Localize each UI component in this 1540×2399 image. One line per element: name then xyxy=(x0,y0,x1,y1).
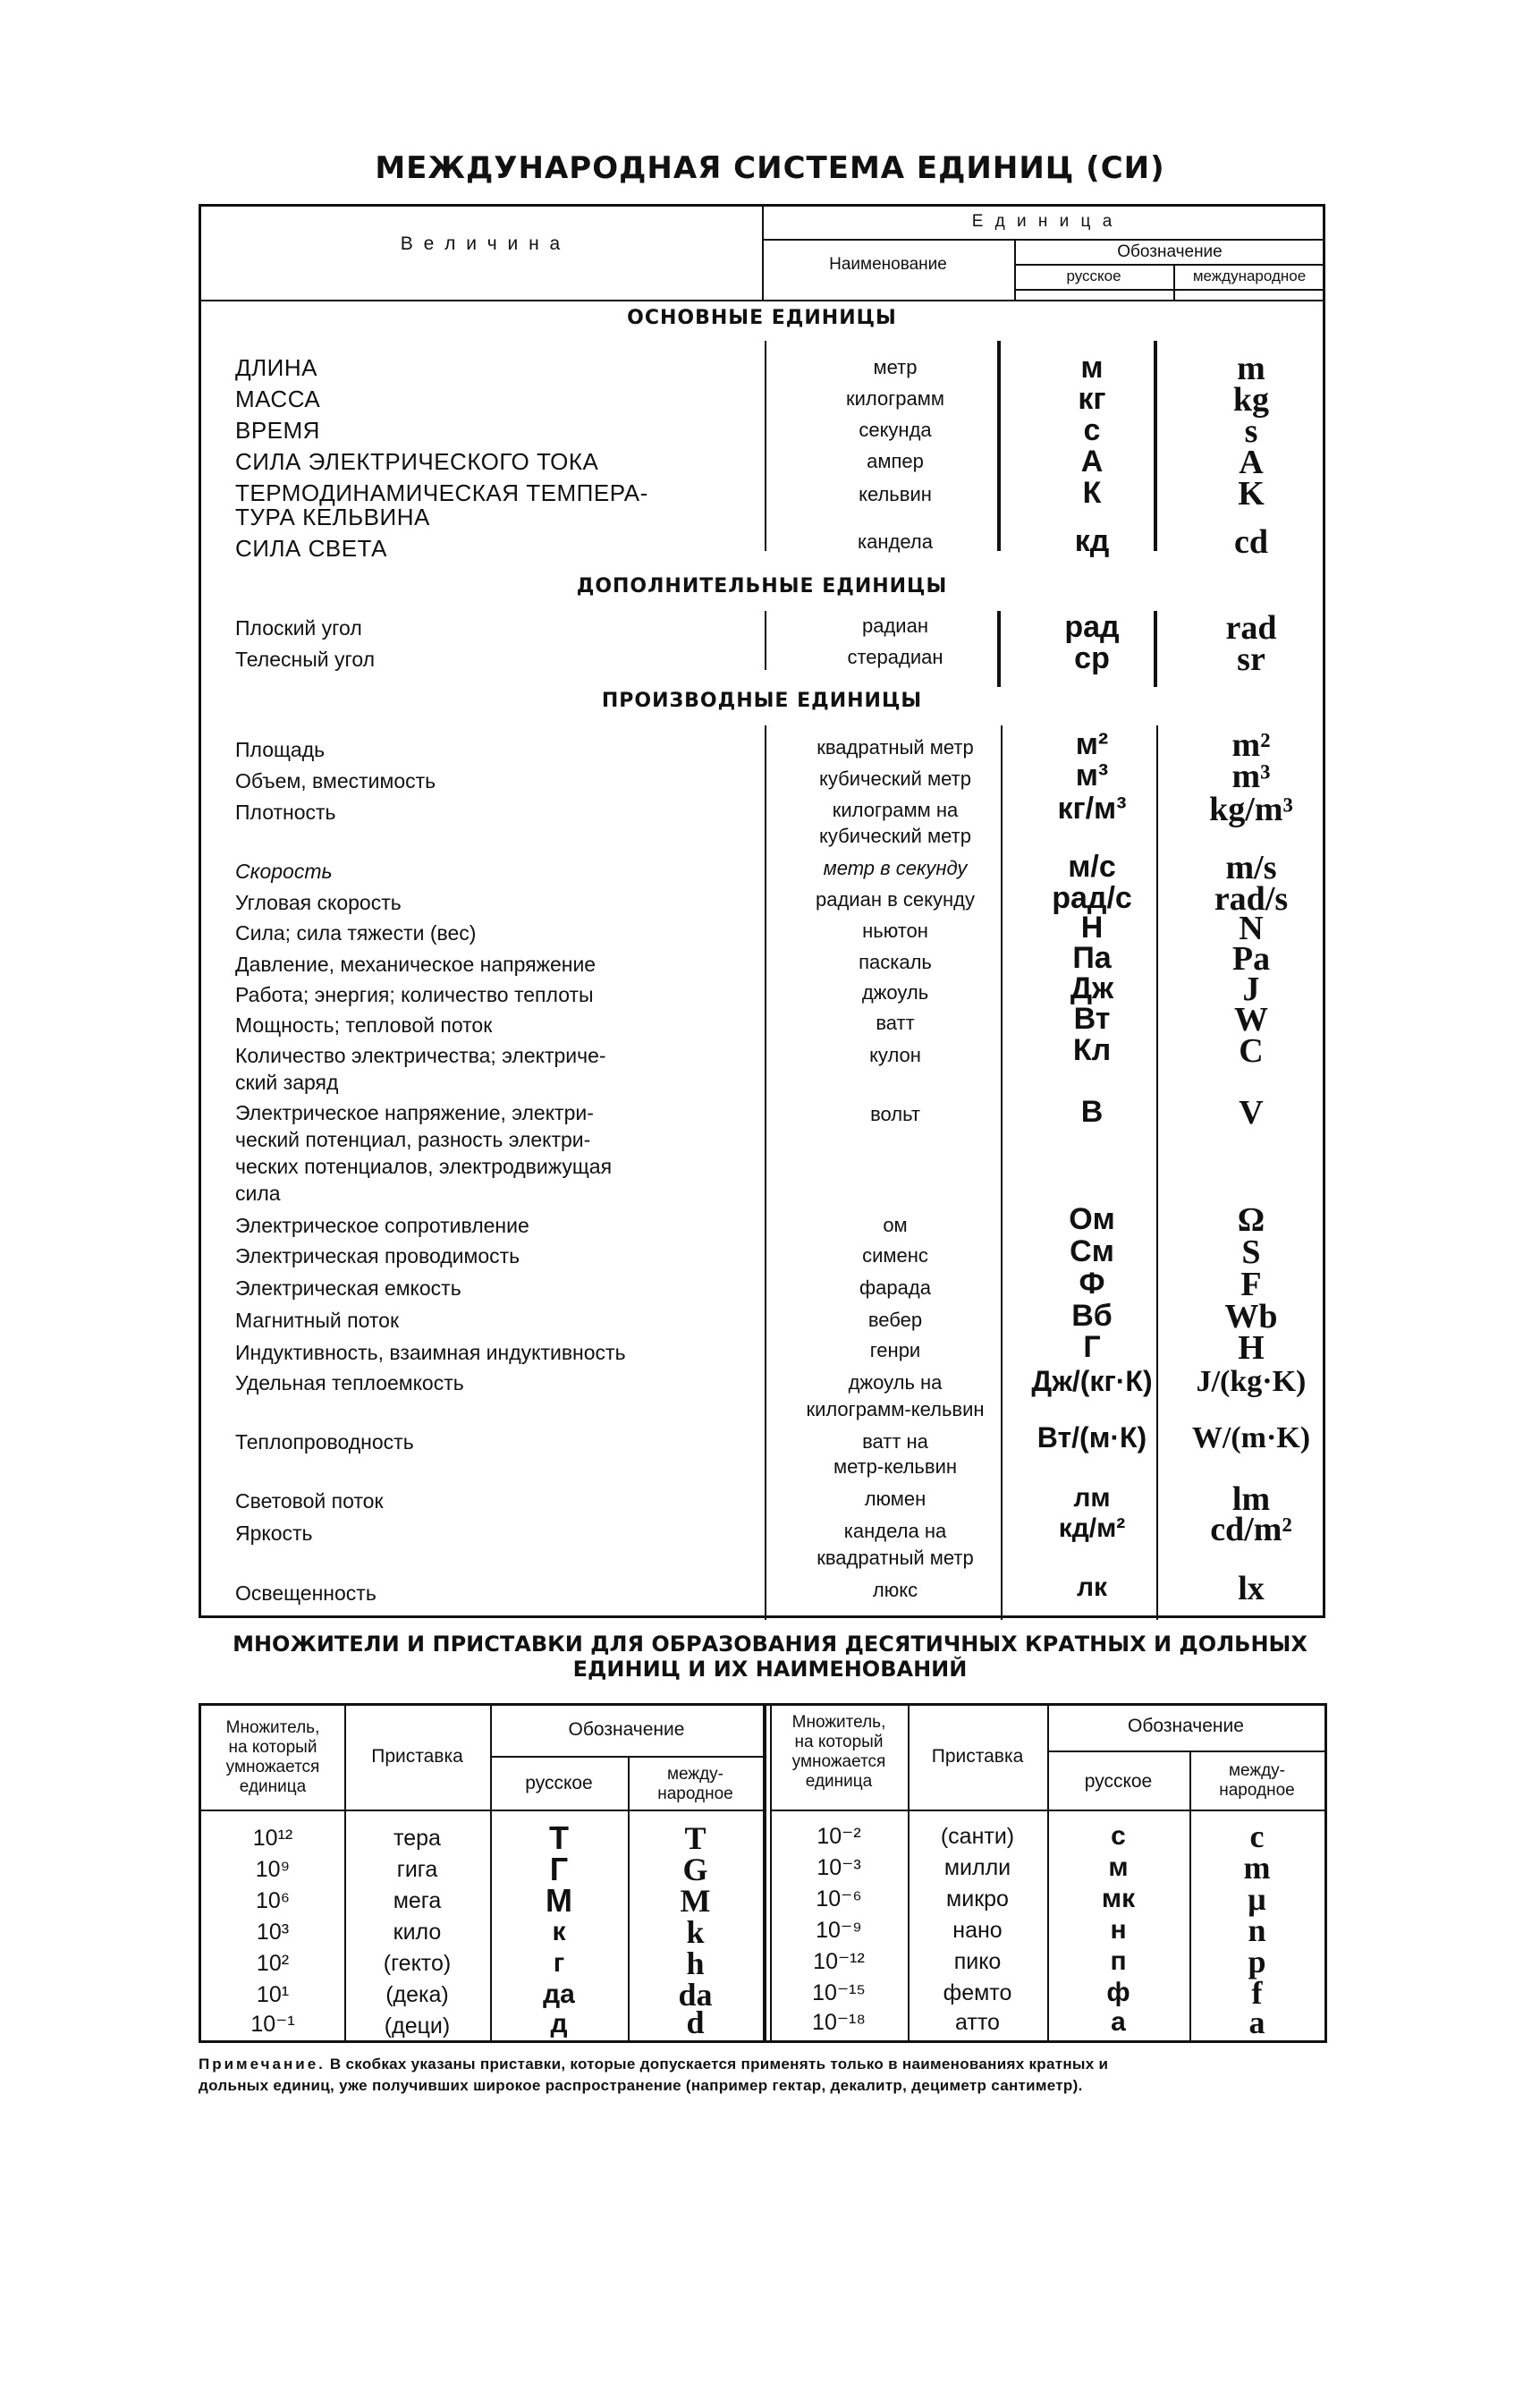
unit-name: кельвин xyxy=(859,483,932,505)
quantity-name: Плоский угол xyxy=(235,616,362,640)
quantity-name: ТЕРМОДИНАМИЧЕСКАЯ ТЕМПЕРА- xyxy=(235,479,648,506)
unit-name: ом xyxy=(883,1214,908,1236)
russian-symbol: м² xyxy=(1075,727,1109,761)
right-header-intl xyxy=(1189,1761,1324,1801)
russian-symbol: м³ xyxy=(1075,759,1109,793)
prefix: нано xyxy=(952,1918,1003,1943)
multiplier: 10² xyxy=(256,1951,290,1976)
intl-symbol: F xyxy=(1240,1266,1262,1303)
quantity-name: МАССА xyxy=(235,386,321,412)
prefixes-table xyxy=(199,1703,1327,2043)
multiplier: 10⁶ xyxy=(255,1888,291,1913)
quantity-name: Индуктивность, взаимная индуктивность xyxy=(235,1341,626,1364)
russian-symbol: г xyxy=(553,1948,565,1978)
left-header-russian: русское xyxy=(525,1773,593,1793)
quantity-name: Электрическая проводимость xyxy=(235,1244,520,1267)
right-header-russian: русское xyxy=(1084,1771,1153,1792)
unit-name: кандела xyxy=(858,530,933,553)
intl-symbol: rad xyxy=(1225,609,1277,647)
quantity-name: Электрическое сопротивление xyxy=(235,1214,529,1237)
unit-name: ватт xyxy=(876,1012,915,1034)
header-line: единица xyxy=(239,1777,307,1796)
quantity-name: Удельная теплоемкость xyxy=(235,1371,464,1394)
prefix: кило xyxy=(393,1920,442,1945)
header-line: умножается xyxy=(225,1758,320,1776)
russian-symbol: А xyxy=(1080,445,1104,479)
header-bottom-left xyxy=(201,300,1014,301)
russian-symbol: кг/м³ xyxy=(1057,792,1127,826)
quantity-name-cont: сила xyxy=(235,1182,281,1205)
russian-symbol: Вт/(м·К) xyxy=(1037,1421,1147,1454)
intl-symbol: d xyxy=(686,2005,705,2040)
intl-symbol: W xyxy=(1234,1001,1268,1038)
intl-symbol: A xyxy=(1239,444,1264,481)
unit-name: паскаль xyxy=(859,951,932,973)
quantity-name: СИЛА СВЕТА xyxy=(235,535,387,562)
right-header-prefix: Приставка xyxy=(931,1746,1024,1767)
intl-symbol: W/(m·K) xyxy=(1191,1421,1311,1454)
intl-symbol: μ xyxy=(1248,1881,1266,1917)
unit-name: вольт xyxy=(870,1103,920,1125)
quantity-name-cont: ческий потенциал, разность электри- xyxy=(235,1128,591,1151)
left-header-bottom xyxy=(201,1810,763,1811)
intl-symbol: Wb xyxy=(1224,1298,1278,1335)
unit-name: радиан xyxy=(862,615,928,637)
russian-symbol: М xyxy=(546,1882,572,1919)
intl-symbol: C xyxy=(1239,1032,1264,1070)
intl-symbol: m xyxy=(1237,350,1265,387)
header-line: народное xyxy=(1219,1781,1295,1800)
unit-name: фарада xyxy=(859,1276,931,1299)
intl-symbol: da xyxy=(678,1977,713,2013)
prefix: (деци) xyxy=(384,2013,451,2039)
russian-symbol: Дж/(кг·К) xyxy=(1031,1365,1153,1397)
intl-symbol: cd/m² xyxy=(1210,1511,1292,1548)
unit-name: радиан в секунду xyxy=(816,888,975,911)
quantity-name: Электрическая емкость xyxy=(235,1276,461,1300)
section-derived: ПРОИЗВОДНЫЕ ЕДИНИЦЫ xyxy=(601,690,923,712)
russian-symbol: д xyxy=(550,2009,568,2039)
russian-symbol: Вт xyxy=(1073,1002,1111,1036)
russian-symbol: м/с xyxy=(1068,850,1116,884)
quantity-name: Давление, механическое напряжение xyxy=(235,953,597,976)
footnote-text-1: В скобках указаны приставки, которые допускается применять только в наименованиях кратных и xyxy=(325,2056,1109,2073)
intl-symbol: M xyxy=(680,1883,711,1919)
quantity-name-cont: ский заряд xyxy=(235,1071,339,1094)
quantity-name: Сила; сила тяжести (вес) xyxy=(235,921,477,945)
prefix: пико xyxy=(953,1949,1002,1974)
center-divider xyxy=(763,1706,766,2040)
unit-name: вебер xyxy=(867,1309,923,1331)
header-name: Наименование xyxy=(829,255,947,274)
left-header-prefix: Приставка xyxy=(371,1746,463,1767)
russian-symbol: а xyxy=(1111,2007,1126,2037)
quantity-name: Телесный угол xyxy=(235,648,376,671)
quantity-name: Скорость xyxy=(235,860,333,883)
intl-symbol: G xyxy=(682,1852,708,1887)
russian-symbol: Т xyxy=(549,1819,569,1856)
unit-name: килограмм на xyxy=(832,799,959,821)
russian-symbol: кд/м² xyxy=(1058,1513,1126,1543)
intl-symbol: cd xyxy=(1234,523,1268,561)
section-base: ОСНОВНЫЕ ЕДИНИЦЫ xyxy=(627,307,897,329)
left-header-designation: Обозначение xyxy=(568,1719,685,1740)
intl-symbol: V xyxy=(1239,1094,1264,1132)
russian-symbol: Кл xyxy=(1072,1033,1112,1067)
intl-symbol: S xyxy=(1241,1233,1261,1271)
quantity-name: Площадь xyxy=(235,738,326,761)
multiplier: 10⁻² xyxy=(817,1824,861,1849)
russian-symbol: В xyxy=(1080,1095,1104,1129)
quantity-name: Теплопроводность xyxy=(235,1430,414,1454)
prefix: милли xyxy=(943,1855,1011,1880)
russian-symbol: с xyxy=(1083,413,1101,447)
header-designation: Обозначение xyxy=(1117,242,1223,261)
unit-name: ньютон xyxy=(862,920,928,942)
multiplier: 10⁻¹⁵ xyxy=(812,1980,866,2005)
quantity-name-cont: ческих потенциалов, электродвижущая xyxy=(235,1155,613,1178)
header-line: между- xyxy=(666,1765,724,1784)
russian-symbol: с xyxy=(1111,1821,1126,1851)
header-line: на который xyxy=(794,1733,884,1751)
unit-name-cont: квадратный метр xyxy=(817,1547,974,1569)
unit-name: ампер xyxy=(867,450,924,472)
unit-name: кулон xyxy=(869,1044,921,1066)
header-russian: русское xyxy=(1066,267,1121,284)
page-title: МЕЖДУНАРОДНАЯ СИСТЕМА ЕДИНИЦ (СИ) xyxy=(375,150,1165,186)
multiplier: 10⁹ xyxy=(255,1857,291,1882)
quantity-name: Угловая скорость xyxy=(235,891,402,914)
russian-symbol: См xyxy=(1070,1234,1114,1268)
intl-symbol: Ω xyxy=(1237,1201,1265,1239)
unit-name: сименс xyxy=(862,1244,928,1267)
footnote-line-1 xyxy=(199,2054,1334,2075)
prefix: фемто xyxy=(943,1980,1012,2005)
quantity-name: Объем, вместимость xyxy=(235,769,436,793)
header-bottom-right xyxy=(1014,300,1325,301)
header-line: народное xyxy=(657,1784,733,1803)
intl-symbol: m xyxy=(1243,1850,1271,1886)
russian-symbol: м xyxy=(1108,1852,1129,1882)
russian-symbol: лм xyxy=(1073,1483,1111,1513)
unit-name: секунда xyxy=(859,419,932,441)
header-divider-designation xyxy=(1014,264,1325,266)
unit-name: генри xyxy=(869,1339,921,1361)
prefix: гига xyxy=(396,1857,438,1882)
russian-symbol: Дж xyxy=(1070,971,1114,1005)
unit-name-cont: метр-кельвин xyxy=(833,1455,958,1478)
quantity-name-cont: ТУРА КЕЛЬВИНА xyxy=(235,504,430,530)
base-vline-1 xyxy=(765,341,766,551)
russian-symbol: п xyxy=(1110,1946,1127,1976)
quantity-name: СИЛА ЭЛЕКТРИЧЕСКОГО ТОКА xyxy=(235,448,599,475)
footnote-label: Примечание. xyxy=(199,2056,326,2073)
intl-symbol: p xyxy=(1248,1944,1266,1979)
intl-symbol: m² xyxy=(1231,726,1271,764)
intl-symbol: Pa xyxy=(1231,940,1271,978)
supp-vline-1 xyxy=(765,611,766,670)
multiplier: 10³ xyxy=(256,1920,290,1945)
multiplier: 10⁻⁶ xyxy=(816,1886,862,1912)
russian-symbol: рад/с xyxy=(1052,881,1132,915)
intl-symbol: h xyxy=(686,1945,705,1981)
russian-symbol: рад xyxy=(1064,610,1120,644)
intl-symbol: m/s xyxy=(1225,849,1277,886)
quantity-name: Плотность xyxy=(235,801,336,824)
russian-symbol: лк xyxy=(1076,1572,1108,1602)
intl-symbol: a xyxy=(1248,2005,1265,2040)
intl-symbol: rad/s xyxy=(1214,880,1289,918)
russian-symbol: да xyxy=(543,1979,575,2009)
multiplier: 10¹² xyxy=(252,1826,293,1851)
multipliers-title-line2: ЕДИНИЦ И ИХ НАИМЕНОВАНИЙ xyxy=(572,1657,968,1682)
intl-symbol: m³ xyxy=(1231,758,1271,795)
russian-symbol: Ф xyxy=(1079,1267,1105,1301)
prefix: тера xyxy=(393,1826,441,1851)
intl-symbol: n xyxy=(1248,1912,1266,1948)
prefix: микро xyxy=(946,1886,1009,1912)
header-line: Множитель, xyxy=(791,1713,886,1732)
russian-symbol: м xyxy=(1080,351,1104,385)
unit-name: квадратный метр xyxy=(817,736,974,759)
unit-name-cont: кубический метр xyxy=(819,825,971,847)
header-international: международное xyxy=(1192,267,1307,284)
intl-symbol: K xyxy=(1238,475,1265,513)
intl-symbol: N xyxy=(1239,910,1264,947)
russian-symbol: Н xyxy=(1080,911,1104,945)
unit-name-cont: килограмм-кельвин xyxy=(806,1398,985,1420)
derived-vline-1 xyxy=(765,725,766,1620)
intl-symbol: J/(kg·K) xyxy=(1196,1365,1307,1398)
quantity-name: Магнитный поток xyxy=(235,1309,400,1332)
left-header-multiplier xyxy=(201,1718,344,1797)
quantity-name: Мощность; тепловой поток xyxy=(235,1013,493,1037)
section-supplementary: ДОПОЛНИТЕЛЬНЫЕ ЕДИНИЦЫ xyxy=(576,575,948,598)
intl-symbol: J xyxy=(1242,971,1260,1008)
multiplier: 10⁻¹ xyxy=(250,2012,295,2037)
intl-symbol: k xyxy=(686,1914,705,1950)
header-quantity: В е л и ч и н а xyxy=(400,233,563,254)
prefix: атто xyxy=(955,2010,1000,2035)
russian-symbol: к xyxy=(552,1917,566,1946)
right-header-multiplier xyxy=(770,1713,908,1792)
unit-name: стерадиан xyxy=(847,646,943,668)
footnote-text-2: дольных единиц, уже получивших широкое распространение (например гектар, декалитр, дециметр сантиметр). xyxy=(199,2077,1083,2094)
unit-name: метр xyxy=(873,356,918,378)
unit-name: метр в секунду xyxy=(823,857,968,879)
quantity-name: ДЛИНА xyxy=(235,354,317,381)
russian-symbol: ср xyxy=(1074,641,1110,675)
unit-name: люмен xyxy=(864,1488,927,1510)
quantity-name: ВРЕМЯ xyxy=(235,417,320,444)
header-line: Множитель, xyxy=(225,1718,320,1737)
left-header-intl xyxy=(628,1765,763,1804)
header-divider-subcols xyxy=(1014,289,1325,291)
right-desig-divider xyxy=(1047,1751,1324,1752)
right-header-bottom xyxy=(770,1810,1324,1811)
intl-symbol: c xyxy=(1249,1818,1265,1854)
intl-symbol: sr xyxy=(1237,640,1265,678)
unit-name: ватт на xyxy=(862,1430,928,1453)
multiplier: 10⁻⁹ xyxy=(816,1918,862,1943)
header-line: на который xyxy=(228,1738,317,1757)
russian-symbol: Г xyxy=(549,1851,569,1887)
unit-name: килограмм xyxy=(846,387,944,410)
intl-symbol: kg/m³ xyxy=(1209,791,1293,828)
russian-symbol: мк xyxy=(1101,1884,1136,1913)
multiplier: 10⁻¹² xyxy=(813,1949,865,1974)
prefix: (гекто) xyxy=(383,1951,452,1976)
multiplier: 10⁻¹⁸ xyxy=(812,2010,866,2035)
unit-name: кубический метр xyxy=(819,767,971,790)
russian-symbol: Г xyxy=(1083,1330,1101,1364)
header-line: между- xyxy=(1228,1761,1286,1780)
header-line: единица xyxy=(805,1772,873,1791)
right-header-designation: Обозначение xyxy=(1128,1716,1244,1736)
header-unit: Е д и н и ц а xyxy=(971,212,1116,231)
russian-symbol: Па xyxy=(1072,941,1112,975)
unit-name: джоуль xyxy=(861,981,929,1004)
unit-name: люкс xyxy=(872,1579,918,1601)
quantity-name: Световой поток xyxy=(235,1489,384,1513)
intl-symbol: s xyxy=(1244,412,1258,450)
left-desig-divider xyxy=(490,1756,763,1758)
si-units-table xyxy=(199,204,1325,1618)
intl-symbol: lm xyxy=(1231,1480,1271,1518)
multipliers-title-line1: МНОЖИТЕЛИ И ПРИСТАВКИ ДЛЯ ОБРАЗОВАНИЯ ДЕСЯТИЧНЫХ КРАТНЫХ И ДОЛЬНЫХ xyxy=(233,1632,1307,1657)
prefix: (санти) xyxy=(940,1824,1015,1849)
russian-symbol: Вб xyxy=(1071,1299,1113,1333)
russian-symbol: Ом xyxy=(1069,1202,1115,1236)
quantity-name: Освещенность xyxy=(235,1581,377,1605)
intl-symbol: f xyxy=(1251,1975,1263,2011)
quantity-name: Работа; энергия; количество теплоты xyxy=(235,983,594,1006)
header-line: умножается xyxy=(791,1752,886,1771)
russian-symbol: н xyxy=(1110,1915,1127,1945)
quantity-name: Яркость xyxy=(235,1522,313,1545)
russian-symbol: ф xyxy=(1106,1978,1130,2007)
quantity-name: Количество электричества; электриче- xyxy=(235,1044,606,1067)
intl-symbol: kg xyxy=(1232,381,1270,419)
intl-symbol: lx xyxy=(1238,1570,1265,1607)
prefix: (дека) xyxy=(385,1982,449,2007)
prefix: мега xyxy=(393,1888,442,1913)
quantity-name: Электрическое напряжение, электри- xyxy=(235,1101,594,1124)
intl-symbol: H xyxy=(1238,1329,1265,1367)
multiplier: 10¹ xyxy=(256,1982,290,2007)
russian-symbol: кд xyxy=(1074,524,1110,558)
intl-symbol: T xyxy=(684,1820,707,1856)
footnote xyxy=(199,2054,1334,2097)
unit-name: джоуль на xyxy=(848,1371,943,1394)
russian-symbol: кг xyxy=(1078,382,1106,416)
header-divider-unit xyxy=(762,239,1325,241)
multiplier: 10⁻³ xyxy=(817,1855,861,1880)
russian-symbol: К xyxy=(1082,476,1102,510)
unit-name: кандела на xyxy=(843,1520,947,1542)
